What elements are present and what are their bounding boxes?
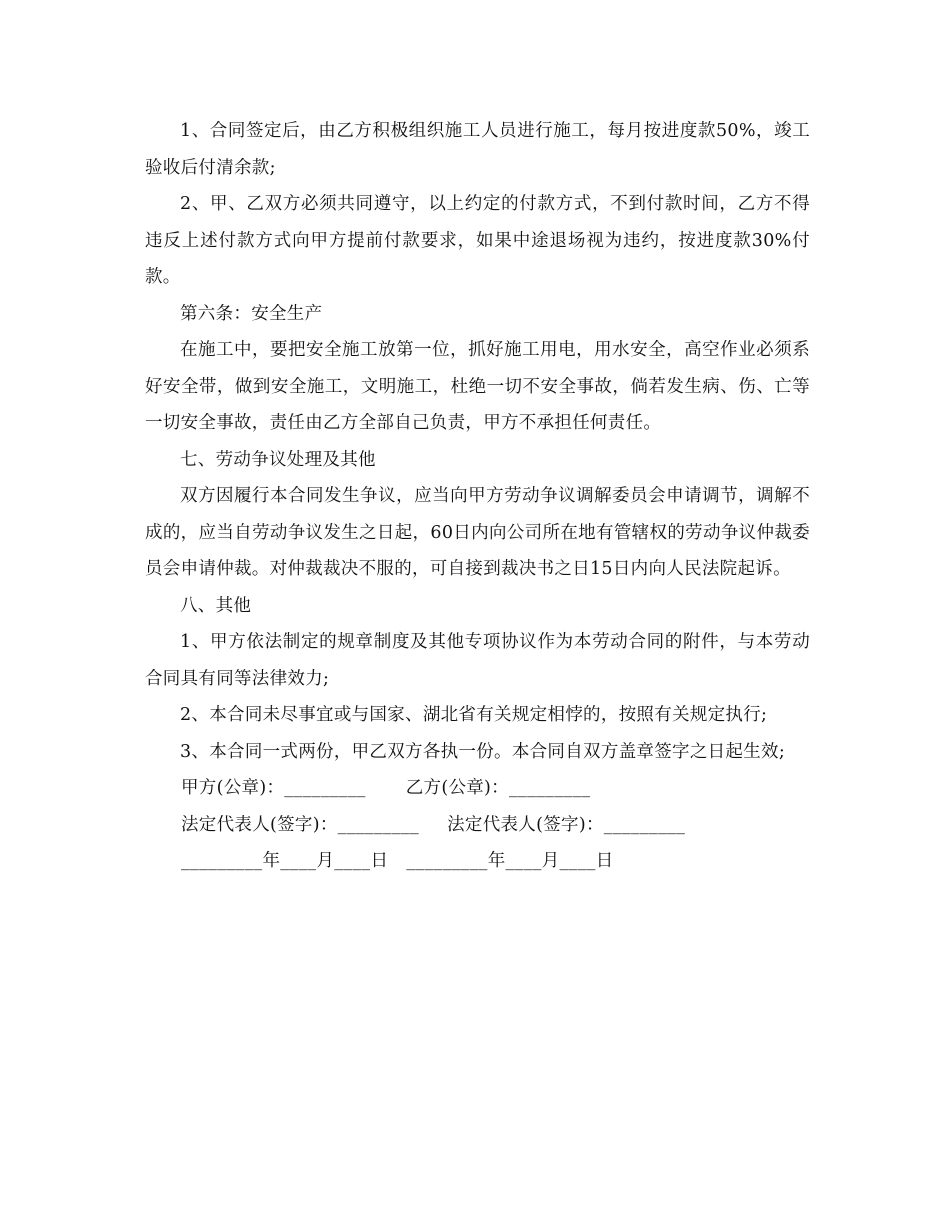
date-row [145, 843, 810, 880]
seal-row [145, 770, 810, 807]
section-heading-other: 八、其他 [180, 595, 252, 616]
other-clause-1: 1、甲方依法制定的规章制度及其他专项协议作为本劳动合同的附件，与本劳动合同具有同等法律效力; [145, 632, 810, 689]
representative-row [145, 807, 810, 844]
section-heading-safety: 第六条：安全生产 [180, 303, 323, 324]
clause-2-payment-terms: 2、甲、乙双方必须共同遵守，以上约定的付款方式，不到付款时间，乙方不得违反上述付款方式向甲方提前付款要求，如果中途退场视为违约，按进度款30%付款。 [145, 194, 810, 287]
party-a-date: _________年____月____日 [181, 851, 389, 871]
other-clause-2: 2、本合同未尽事宜或与国家、湖北省有关规定相悖的，按照有关规定执行; [180, 705, 768, 725]
safety-clause: 在施工中，要把安全施工放第一位，抓好施工用电，用水安全，高空作业必须系好安全带，做到安全施工，文明施工，杜绝一切不安全事故，倘若发生病、伤、亡等一切安全事故，责任由乙方全部自己负责，甲方不承担任何责任。 [145, 340, 810, 433]
clause-1-payment: 1、合同签定后，由乙方积极组织施工人员进行施工，每月按进度款50%，竣工验收后付清余款; [145, 121, 810, 178]
party-b-representative: 法定代表人(签字)：_________ [447, 814, 686, 835]
party-a-representative: 法定代表人(签字)：_________ [181, 814, 420, 835]
section-heading-disputes: 七、劳动争议处理及其他 [180, 449, 376, 470]
disputes-clause: 双方因履行本合同发生争议，应当向甲方劳动争议调解委员会申请调节，调解不成的，应当自劳动争议发生之日起，60日内向公司所在地有管辖权的劳动争议仲裁委员会申请仲裁。对仲裁裁决不服的，可自接到裁决书之日15日内向人民法院起诉。 [145, 486, 810, 579]
party-b-date: _________年____月____日 [406, 851, 614, 871]
document-page [145, 113, 810, 880]
party-a-seal: 甲方(公章)：_________ [181, 778, 366, 798]
party-b-seal: 乙方(公章)：_________ [405, 778, 591, 798]
other-clause-3: 3、本合同一式两份，甲乙双方各执一份。本合同自双方盖章签字之日起生效; [180, 741, 786, 762]
